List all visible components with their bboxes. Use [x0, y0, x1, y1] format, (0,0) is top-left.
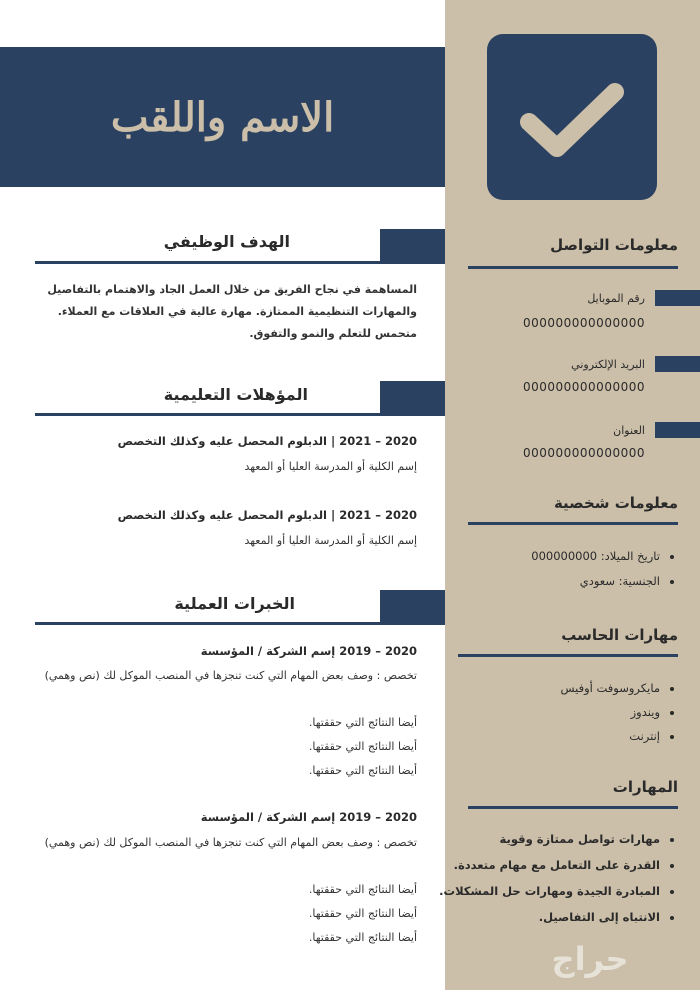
objective-heading: الهدف الوظيفي: [163, 232, 290, 251]
list-item: • القدرة على التعامل مع مهام متعددة.: [439, 852, 660, 878]
experience-entry-line: 2020 – 2019 إسم الشركة / المؤسسة: [200, 810, 417, 824]
contact-heading: معلومات التواصل: [550, 236, 678, 254]
address-label: العنوان: [613, 424, 645, 437]
experience-tab: [380, 590, 445, 624]
experience-result: أيضا النتائج التي حققتها.: [308, 740, 417, 753]
list-item: • الانتباه إلى التفاصيل.: [439, 904, 660, 930]
experience-result: أيضا النتائج التي حققتها.: [308, 907, 417, 920]
list-item: • الجنسية: سعودي: [531, 569, 660, 594]
mobile-value: 000000000000000: [522, 316, 645, 330]
education-entry-line: 2020 – 2021 | الدبلوم المحصل عليه وكذلك التخصص: [117, 434, 417, 448]
education-tab: [380, 381, 445, 415]
mobile-label: رقم الموبايل: [587, 292, 645, 305]
experience-result: أيضا النتائج التي حققتها.: [308, 716, 417, 729]
mobile-tab: [655, 290, 700, 306]
education-heading: المؤهلات التعليمية: [163, 385, 308, 404]
watermark-text: حراج: [551, 940, 629, 978]
checkmark-icon: [487, 34, 657, 200]
experience-result: أيضا النتائج التي حققتها.: [308, 764, 417, 777]
list-item: • ويندوز: [560, 700, 660, 724]
skills-list: [439, 826, 678, 930]
email-label: البريد الإلكتروني: [571, 358, 645, 371]
skills-heading: المهارات: [612, 778, 678, 796]
logo-box: [487, 34, 657, 200]
education-entry-sub: إسم الكلية أو المدرسة العليا أو المعهد: [244, 460, 417, 473]
experience-result: أيضا النتائج التي حققتها.: [308, 883, 417, 896]
skills-rule: [468, 806, 678, 809]
email-value: 000000000000000: [522, 380, 645, 394]
computer-heading: مهارات الحاسب: [561, 626, 678, 644]
personal-heading: معلومات شخصية: [553, 494, 678, 512]
computer-rule: [458, 654, 678, 657]
computer-list: [560, 676, 678, 748]
education-entry-sub: إسم الكلية أو المدرسة العليا أو المعهد: [244, 534, 417, 547]
address-tab: [655, 422, 700, 438]
list-item: • تاريخ الميلاد: 000000000: [531, 544, 660, 569]
experience-entry-line: 2020 – 2019 إسم الشركة / المؤسسة: [200, 644, 417, 658]
personal-rule: [468, 522, 678, 525]
education-entry-line: 2020 – 2021 | الدبلوم المحصل عليه وكذلك التخصص: [117, 508, 417, 522]
list-item: • المبادرة الجيدة ومهارات حل المشكلات.: [439, 878, 660, 904]
email-tab: [655, 356, 700, 372]
objective-tab: [380, 229, 445, 263]
list-item: • إنترنت: [560, 724, 660, 748]
objective-text: المساهمة في نجاح الفريق من خلال العمل الجاد والاهتمام بالتفاصيل والمهارات التنظيمية الممتازة. مهارة عالية في العلاقات مع العملاء. متحمس للتعلم والنمو والتفوق.: [47, 283, 417, 340]
experience-heading: الخبرات العملية: [174, 594, 295, 613]
experience-entry-desc: تخصص : وصف بعض المهام التي كنت تنجزها في المنصب الموكل لك (نص وهمي): [44, 669, 417, 682]
contact-rule: [468, 266, 678, 269]
personal-list: [531, 544, 678, 594]
address-value: 000000000000000: [522, 446, 645, 460]
experience-result: أيضا النتائج التي حققتها.: [308, 931, 417, 944]
education-rule: [35, 413, 445, 416]
list-item: • مايكروسوفت أوفيس: [560, 676, 660, 700]
name-title: الاسم واللقب: [110, 93, 335, 141]
objective-rule: [35, 261, 445, 264]
experience-entry-desc: تخصص : وصف بعض المهام التي كنت تنجزها في المنصب الموكل لك (نص وهمي): [44, 836, 417, 849]
list-item: • مهارات تواصل ممتازة وقوية: [439, 826, 660, 852]
haraj-watermark: [500, 940, 680, 980]
experience-rule: [35, 622, 445, 625]
watermark-logo: [500, 940, 680, 980]
